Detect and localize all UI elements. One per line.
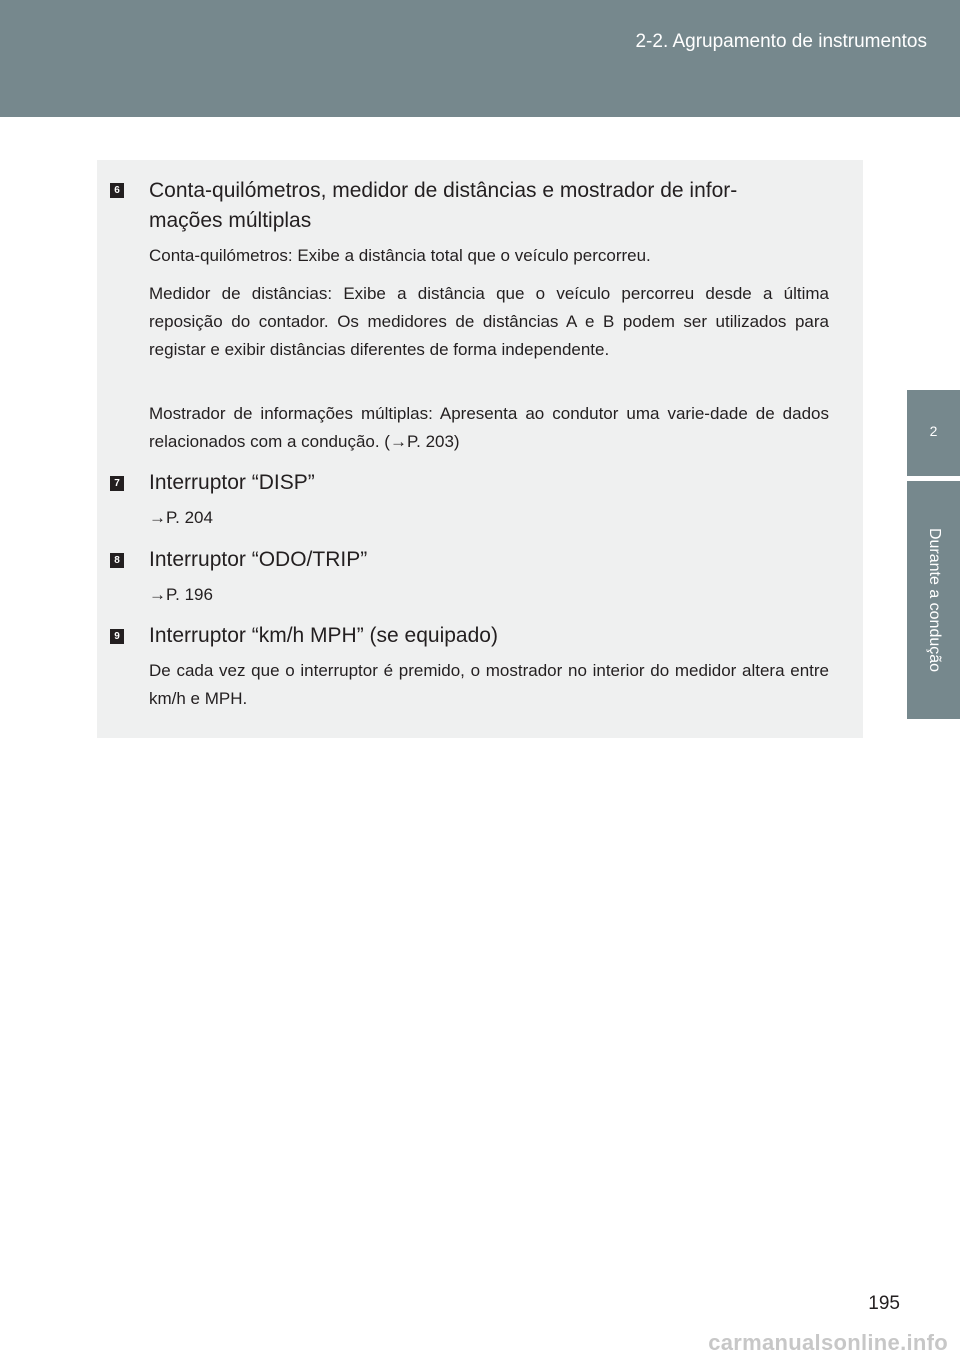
item-paragraph: Medidor de distâncias: Exibe a distância que o veículo percorreu desde a última reposição do contador. Os medidores de distâncias A e B podem ser utilizados para registar e exibir distâncias diferentes de forma independente. bbox=[149, 284, 829, 359]
item-title: Interruptor “ODO/TRIP” bbox=[149, 548, 368, 571]
watermark: carmanualsonline.info bbox=[708, 1330, 948, 1355]
item-marker: 6 bbox=[110, 183, 124, 198]
chapter-label: Durante a condução bbox=[925, 527, 943, 673]
item-paragraph: Conta-quilómetros: Exibe a distância total que o veículo percorreu. bbox=[149, 246, 651, 265]
content-box bbox=[97, 160, 863, 738]
chapter-tab-number bbox=[907, 390, 960, 476]
item-paragraph: De cada vez que o interruptor é premido, o mostrador no interior do medidor altera entre km/h e MPH. bbox=[149, 661, 829, 708]
item-title-line1: Conta-quilómetros, medidor de distâncias e mostrador de infor- bbox=[149, 179, 738, 202]
item-marker: 7 bbox=[110, 476, 124, 491]
item-marker: 9 bbox=[110, 629, 124, 644]
page-number: 195 bbox=[868, 1293, 900, 1314]
chapter-number: 2 bbox=[929, 423, 938, 439]
item-paragraph: Mostrador de informações múltiplas: Apresenta ao condutor uma varie-dade de dados relacionados com a condução. (→P. 203) bbox=[149, 404, 829, 451]
section-title: 2-2. Agrupamento de instrumentos bbox=[635, 31, 927, 52]
item-title: Interruptor “km/h MPH” (se equipado) bbox=[149, 624, 498, 647]
chapter-tab-label bbox=[907, 481, 960, 719]
page-header bbox=[0, 0, 960, 117]
item-title-line2: mações múltiplas bbox=[149, 209, 312, 232]
item-reference: →P. 204 bbox=[149, 508, 213, 527]
item-title: Interruptor “DISP” bbox=[149, 471, 315, 494]
item-marker: 8 bbox=[110, 553, 124, 568]
item-reference: →P. 196 bbox=[149, 585, 213, 604]
